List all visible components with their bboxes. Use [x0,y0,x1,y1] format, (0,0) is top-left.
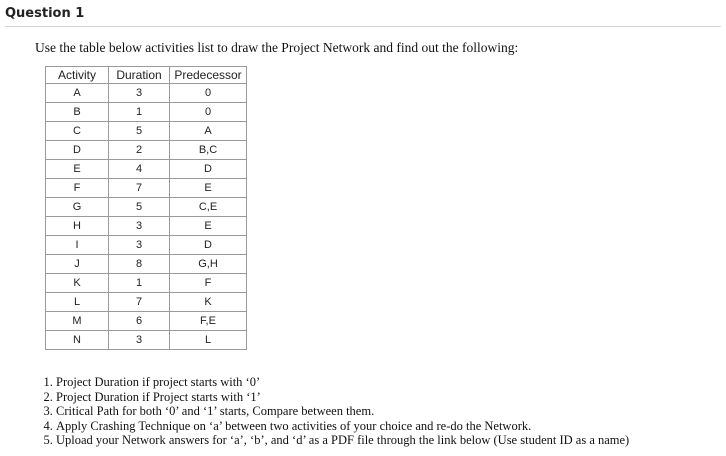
activity-cell: E [46,160,109,179]
activity-cell: J [46,255,109,274]
table-row [46,255,247,274]
activity-cell: D [46,141,109,160]
duration-cell: 7 [109,293,170,312]
predecessor-cell: 0 [170,103,247,122]
predecessor-cell: 0 [170,84,247,103]
duration-cell: 3 [109,331,170,350]
table-row [46,274,247,293]
predecessor-cell: D [170,236,247,255]
task-item: 5. Upload your Network answers for ‘a’, ‘b’, and ‘d’ as a PDF file through the link below (Use student ID as a name) [56,433,629,448]
column-header-predecessor: Predecessor [170,67,247,84]
question-header [5,4,721,27]
duration-cell: 4 [109,160,170,179]
predecessor-cell: D [170,160,247,179]
task-item: 3. Critical Path for both ‘0’ and ‘1’ starts, Compare between them. [56,404,629,419]
duration-cell: 7 [109,179,170,198]
duration-cell: 6 [109,312,170,331]
activity-cell: K [46,274,109,293]
question-title: Question 1 [5,6,85,21]
activity-cell: A [46,84,109,103]
table-row [46,122,247,141]
activities-table [45,66,247,350]
predecessor-cell: A [170,122,247,141]
duration-cell: 5 [109,198,170,217]
intro-text: Use the table below activities list to draw the Project Network and find out the following: [35,40,519,55]
duration-cell: 3 [109,236,170,255]
activity-cell: M [46,312,109,331]
table-row [46,84,247,103]
duration-cell: 3 [109,84,170,103]
predecessor-cell: L [170,331,247,350]
table-row [46,331,247,350]
table-row [46,103,247,122]
task-item: 1. Project Duration if project starts with ‘0’ [56,375,629,390]
predecessor-cell: E [170,179,247,198]
duration-cell: 8 [109,255,170,274]
duration-cell: 1 [109,274,170,293]
activity-cell: C [46,122,109,141]
table-row [46,198,247,217]
predecessor-cell: F [170,274,247,293]
predecessor-cell: G,H [170,255,247,274]
task-item: 2. Project Duration if Project starts with ‘1’ [56,390,629,405]
activity-cell: H [46,217,109,236]
predecessor-cell: B,C [170,141,247,160]
duration-cell: 5 [109,122,170,141]
activity-cell: I [46,236,109,255]
predecessor-cell: K [170,293,247,312]
predecessor-cell: C,E [170,198,247,217]
table-header-row [46,67,247,84]
task-item: 4. Apply Crashing Technique on ‘a’ between two activities of your choice and re-do the Network. [56,419,629,434]
activity-cell: G [46,198,109,217]
table-row [46,160,247,179]
table-row [46,312,247,331]
table-row [46,236,247,255]
activity-cell: L [46,293,109,312]
column-header-duration: Duration [109,67,170,84]
predecessor-cell: E [170,217,247,236]
activity-cell: B [46,103,109,122]
duration-cell: 2 [109,141,170,160]
duration-cell: 1 [109,103,170,122]
table-body [46,84,247,350]
activity-cell: F [46,179,109,198]
predecessor-cell: F,E [170,312,247,331]
table-row [46,217,247,236]
activity-cell: N [46,331,109,350]
table-row [46,141,247,160]
table-row [46,293,247,312]
table-row [46,179,247,198]
duration-cell: 3 [109,217,170,236]
column-header-activity: Activity [46,67,109,84]
task-list [38,375,629,448]
